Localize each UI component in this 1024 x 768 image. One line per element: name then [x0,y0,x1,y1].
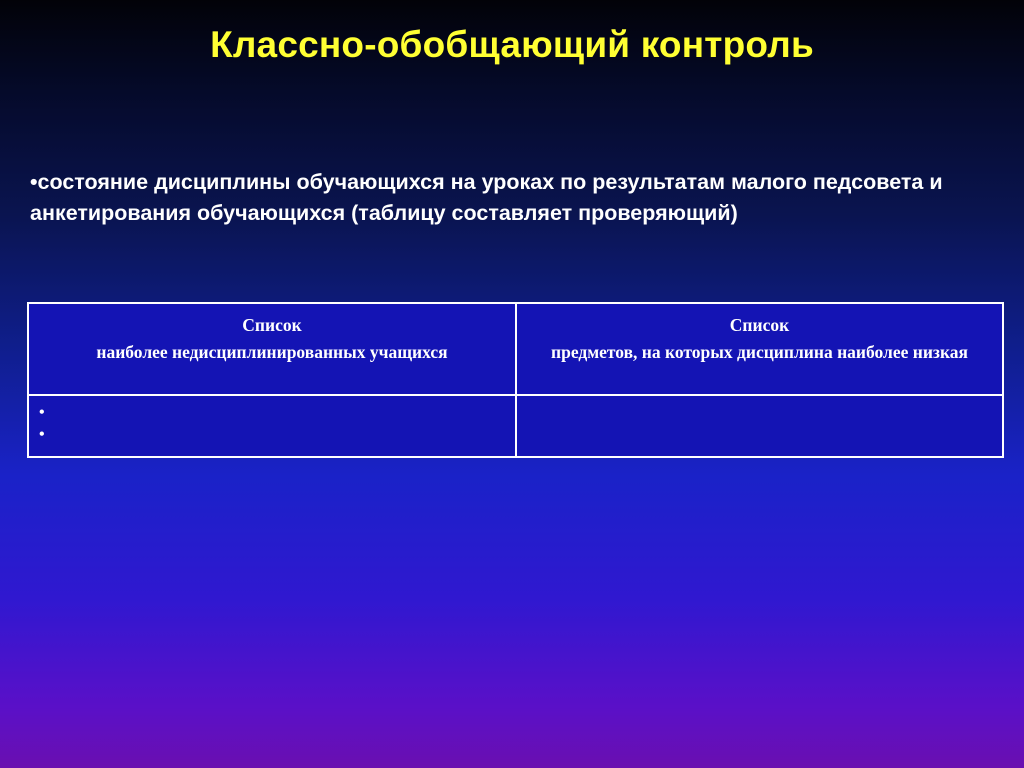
cell-students-list [28,395,516,457]
discipline-table [27,302,1004,458]
header-students-line2: наиболее недисциплинированных учащихся [96,342,448,362]
header-students-line1: Список [242,315,302,335]
slide-title: Классно-обобщающий контроль [210,24,814,65]
header-subjects-line2: предметов, на которых дисциплина наиболее низкая [551,342,968,362]
bullet-paragraph: •состояние дисциплины обучающихся на уроках по результатам малого педсовета и анкетирования обучающихся (таблицу составляет проверяющий) [30,170,943,225]
list-item: • [39,426,45,443]
header-cell-subjects [516,303,1003,395]
header-subjects-line1: Список [729,315,790,335]
header-cell-students [28,303,516,395]
table-header-row [28,303,1003,395]
list-item: • [39,404,45,421]
cell-subjects-list [516,395,1003,457]
table-row [28,395,1003,457]
